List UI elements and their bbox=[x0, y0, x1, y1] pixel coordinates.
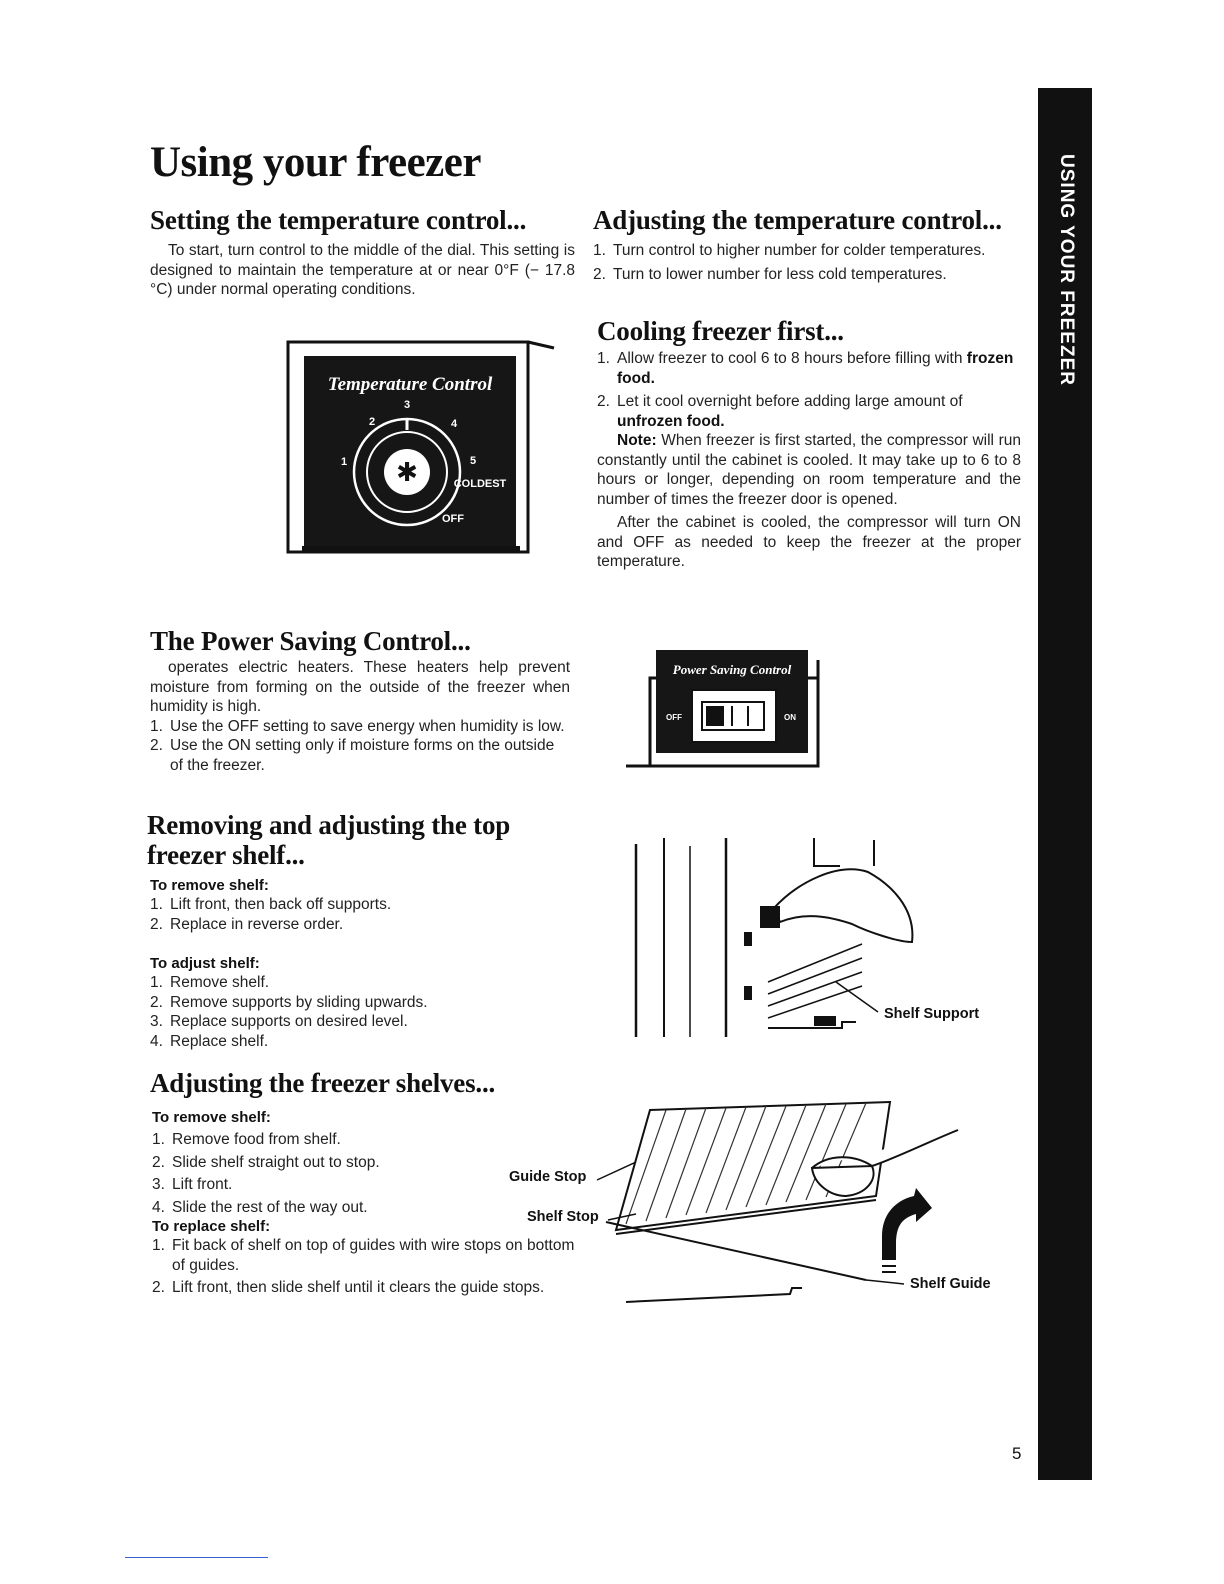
shelf-support-clip bbox=[760, 906, 780, 928]
dial-number-3: 3 bbox=[403, 399, 411, 411]
freezer-shelves-heading: Adjusting the freezer shelves... bbox=[150, 1068, 496, 1098]
curved-arrow-icon bbox=[882, 1188, 932, 1260]
list-item: 1. Fit back of shelf on top of guides with wire stops on bottom of guides. bbox=[152, 1237, 575, 1274]
setting-section bbox=[150, 205, 575, 300]
callout-shelf-stop: Shelf Stop bbox=[527, 1209, 599, 1225]
callout-shelf-support: Shelf Support bbox=[884, 1006, 980, 1022]
callout-line bbox=[836, 982, 878, 1012]
dial-housing-base bbox=[302, 546, 520, 553]
shelf-guide-rail bbox=[606, 1222, 866, 1280]
list-item: 3. Lift front. bbox=[152, 1176, 233, 1193]
shelf-edge bbox=[814, 838, 840, 866]
page-number: 5 bbox=[1012, 1444, 1022, 1463]
top-shelf-adjust-list bbox=[150, 973, 577, 1051]
dial-number-2: 2 bbox=[368, 416, 376, 428]
freezer-shelves-remove-label: To remove shelf: bbox=[152, 1109, 271, 1126]
adjusting-list bbox=[593, 241, 1025, 284]
list-item: 2. Turn to lower number for less cold temperatures. bbox=[593, 265, 947, 283]
temperature-control-illustration bbox=[282, 332, 558, 577]
list-item: 1. Remove shelf. bbox=[150, 974, 270, 991]
list-item: 3. Replace supports on desired level. bbox=[150, 1013, 408, 1030]
snowflake-icon: ✱ bbox=[396, 457, 418, 487]
list-item: 1. Lift front, then back off supports. bbox=[150, 896, 392, 913]
dial-off-label: OFF bbox=[442, 513, 464, 525]
dial-number-5: 5 bbox=[469, 455, 477, 467]
list-item: 2. Lift front, then slide shelf until it clears the guide stops. bbox=[152, 1279, 545, 1296]
lower-shelf-guide bbox=[626, 1288, 802, 1302]
dial-housing-edge bbox=[528, 342, 554, 348]
callout-line bbox=[866, 1280, 904, 1284]
cooling-section bbox=[597, 316, 1021, 572]
setting-body: To start, turn control to the middle of the dial. This setting is designed to maintain the temperature at or near 0°F (− 17.8 °C) under normal operating conditions. bbox=[150, 242, 575, 298]
support-slot bbox=[744, 986, 752, 1000]
adjusting-section bbox=[593, 205, 1025, 284]
page-title: Using your freezer bbox=[150, 139, 481, 186]
switch-off-label: OFF bbox=[666, 713, 682, 722]
power-saving-section bbox=[150, 626, 570, 775]
shelf-front-bar bbox=[768, 1022, 856, 1028]
list-item: 2. Remove supports by sliding upwards. bbox=[150, 993, 428, 1011]
list-item: 2. Use the ON setting only if moisture forms on the outside of the freezer. bbox=[150, 737, 555, 774]
list-item: 4. Replace shelf. bbox=[150, 1032, 269, 1050]
switch-on-label: ON bbox=[784, 713, 796, 722]
power-saving-heading: The Power Saving Control... bbox=[150, 626, 471, 656]
power-saving-body: operates electric heaters. These heaters help prevent moisture from forming on the outside of the freezer when humidity is high. bbox=[150, 659, 570, 715]
adjusting-heading: Adjusting the temperature control... bbox=[593, 205, 1002, 235]
freezer-shelves-replace-label: To replace shelf: bbox=[152, 1218, 271, 1235]
setting-heading: Setting the temperature control... bbox=[150, 205, 527, 235]
footer-divider bbox=[125, 1557, 268, 1558]
list-item: 2. Slide shelf straight out to stop. bbox=[152, 1153, 380, 1171]
top-shelf-remove-list bbox=[150, 895, 577, 934]
shelf-support-bracket bbox=[814, 1016, 836, 1026]
cooling-list bbox=[597, 349, 1021, 431]
rocker-switch-off-side bbox=[706, 706, 724, 726]
top-shelf-section bbox=[147, 810, 577, 1051]
dial-number-4: 4 bbox=[450, 418, 458, 430]
freezer-shelves-replace-list bbox=[152, 1236, 577, 1298]
hand-drawing bbox=[774, 869, 912, 942]
top-shelf-adjust-label: To adjust shelf: bbox=[150, 955, 260, 972]
cooling-note: Note: When freezer is first started, the compressor will run constantly until the cabinet is cooled. It may take up to 6 to 8 hours or longer, depending on room temperature and the number of times the freezer door is opened. bbox=[597, 432, 1022, 508]
section-tab-label: USING YOUR FREEZER bbox=[1056, 154, 1077, 386]
dial-coldest-label: COLDEST bbox=[453, 478, 507, 490]
list-item: 4. Slide the rest of the way out. bbox=[152, 1198, 368, 1216]
power-saving-list bbox=[150, 717, 570, 776]
control-panel-label: Power Saving Control bbox=[672, 662, 792, 677]
top-shelf-remove-label: To remove shelf: bbox=[150, 877, 269, 894]
dial-panel-label: Temperature Control bbox=[327, 374, 493, 395]
callout-guide-stop: Guide Stop bbox=[509, 1169, 587, 1185]
power-saving-illustration bbox=[626, 640, 876, 775]
list-item: 1. Remove food from shelf. bbox=[152, 1131, 341, 1148]
top-shelf-heading: Removing and adjusting the top freezer shelf... bbox=[147, 810, 511, 870]
callout-shelf-guide: Shelf Guide bbox=[910, 1276, 991, 1292]
list-item: 1. Allow freezer to cool 6 to 8 hours before filling with frozen food. bbox=[597, 350, 1014, 387]
dial-number-1: 1 bbox=[340, 456, 348, 468]
list-item: 2. Replace in reverse order. bbox=[150, 915, 344, 933]
list-item: 1. Use the OFF setting to save energy when humidity is low. bbox=[150, 717, 565, 735]
cooling-heading: Cooling freezer first... bbox=[597, 316, 844, 346]
support-slot bbox=[744, 932, 752, 946]
cooling-after: After the cabinet is cooled, the compressor will turn ON and OFF as needed to keep the freezer at the proper temperature. bbox=[597, 514, 1021, 570]
list-item: 2. Let it cool overnight before adding large amount of unfrozen food. bbox=[597, 393, 963, 430]
list-item: 1. Turn control to higher number for colder temperatures. bbox=[593, 242, 986, 259]
